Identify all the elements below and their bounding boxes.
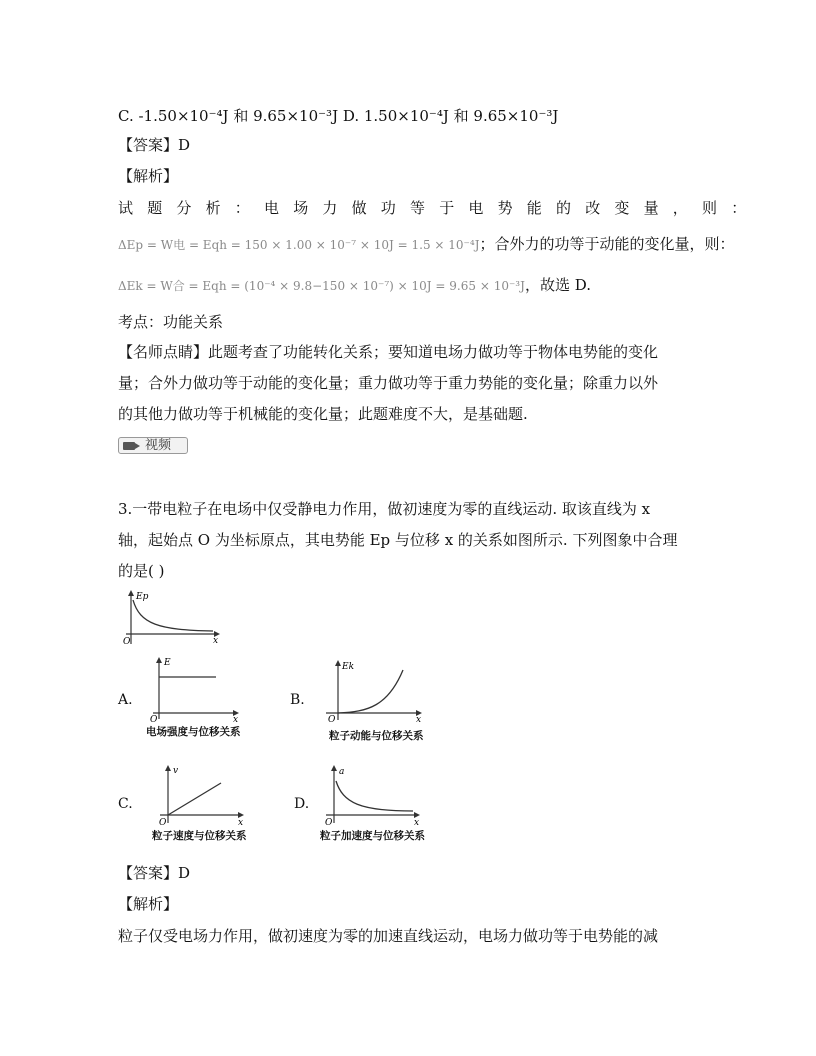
video-label: 视频 — [145, 438, 172, 453]
video-camera-icon — [123, 442, 135, 450]
analysis-2-text: 粒子仅受电场力作用，做初速度为零的加速直线运动，电场力做功等于电势能的减 — [118, 927, 659, 945]
option-b-label: B. — [290, 692, 305, 708]
question-3-line-3: 的是( ) — [118, 562, 165, 580]
graph-ep-x — [118, 588, 228, 646]
formula-potential-energy: ΔEp = W电 = Eqh = 150 × 1.00 × 10⁻⁷ × 10J = 1.5 × 10⁻⁴J — [118, 238, 480, 252]
option-a-label: A. — [118, 692, 133, 708]
graph-a-xlabel: x — [233, 715, 239, 723]
mingshi-line-1: 【名师点睛】此题考查了功能转化关系；要知道电场力做功等于物体电势能的变化 — [118, 343, 659, 361]
graph-option-a — [145, 655, 245, 723]
options-c-d: C. -1.50×10⁻⁴J 和 9.65×10⁻³J D. 1.50×10⁻⁴J 和 9.65×10⁻³J — [118, 107, 559, 125]
graph-c-ylabel: v — [173, 766, 179, 776]
mingshi-line-3: 的其他力做功等于机械能的变化量；此题难度不大，是基础题. — [118, 405, 528, 423]
graph-b-xlabel: x — [416, 715, 422, 724]
formula-line-2 — [118, 275, 591, 296]
analysis-label: 【解析】 — [118, 167, 179, 185]
graph-c-xlabel: x — [238, 818, 244, 827]
graph-a-ylabel: E — [164, 658, 171, 668]
graph-option-c — [152, 763, 252, 827]
question-3-line-1: 3.一带电粒子在电场中仅受静电力作用，做初速度为零的直线运动. 取该直线为 x — [118, 500, 651, 518]
option-c-label: C. — [118, 796, 133, 812]
caption-c: 粒子速度与位移关系 — [152, 830, 247, 842]
graph-main-origin: O — [123, 637, 131, 646]
question-3-line-2: 轴，起始点 O 为坐标原点，其电势能 Ep 与位移 x 的关系如图所示. 下列图象中合理 — [118, 531, 678, 549]
kaodian-text: 考点：功能关系 — [118, 313, 224, 331]
caption-d: 粒子加速度与位移关系 — [320, 830, 425, 842]
video-button[interactable] — [118, 437, 188, 454]
formula-1-tail: ；合外力的功等于动能的变化量，则： — [479, 235, 735, 253]
caption-b: 粒子动能与位移关系 — [329, 730, 424, 742]
graph-d-origin: O — [325, 818, 333, 827]
graph-b-origin: O — [328, 715, 336, 724]
graph-d-ylabel: a — [339, 767, 345, 777]
answer-label: 【答案】D — [118, 136, 191, 154]
analysis-text: 试题分析：电场力做功等于电势能的改变量，则： — [118, 199, 761, 217]
graph-option-b — [318, 658, 428, 724]
graph-option-d — [318, 763, 428, 827]
formula-kinetic-energy: ΔEk = W合 = Eqh = (10⁻⁴ × 9.8−150 × 10⁻⁷) × 10J = 9.65 × 10⁻³J — [118, 279, 525, 293]
graph-c-origin: O — [159, 818, 167, 827]
graph-b-ylabel: Ek — [342, 662, 355, 672]
graph-a-origin: O — [150, 715, 158, 723]
graph-main-ylabel: Ep — [136, 592, 149, 602]
answer-2-label: 【答案】D — [118, 864, 191, 882]
formula-line-1 — [118, 234, 735, 255]
formula-2-tail: ，故选 D. — [524, 276, 591, 294]
analysis-2-label: 【解析】 — [118, 895, 179, 913]
option-d-label: D. — [294, 796, 310, 812]
mingshi-line-2: 量；合外力做功等于动能的变化量；重力做功等于重力势能的变化量；除重力以外 — [118, 374, 659, 392]
caption-a: 电场强度与位移关系 — [146, 726, 241, 738]
graph-d-xlabel: x — [414, 818, 420, 827]
graph-main-xlabel: x — [213, 636, 219, 646]
